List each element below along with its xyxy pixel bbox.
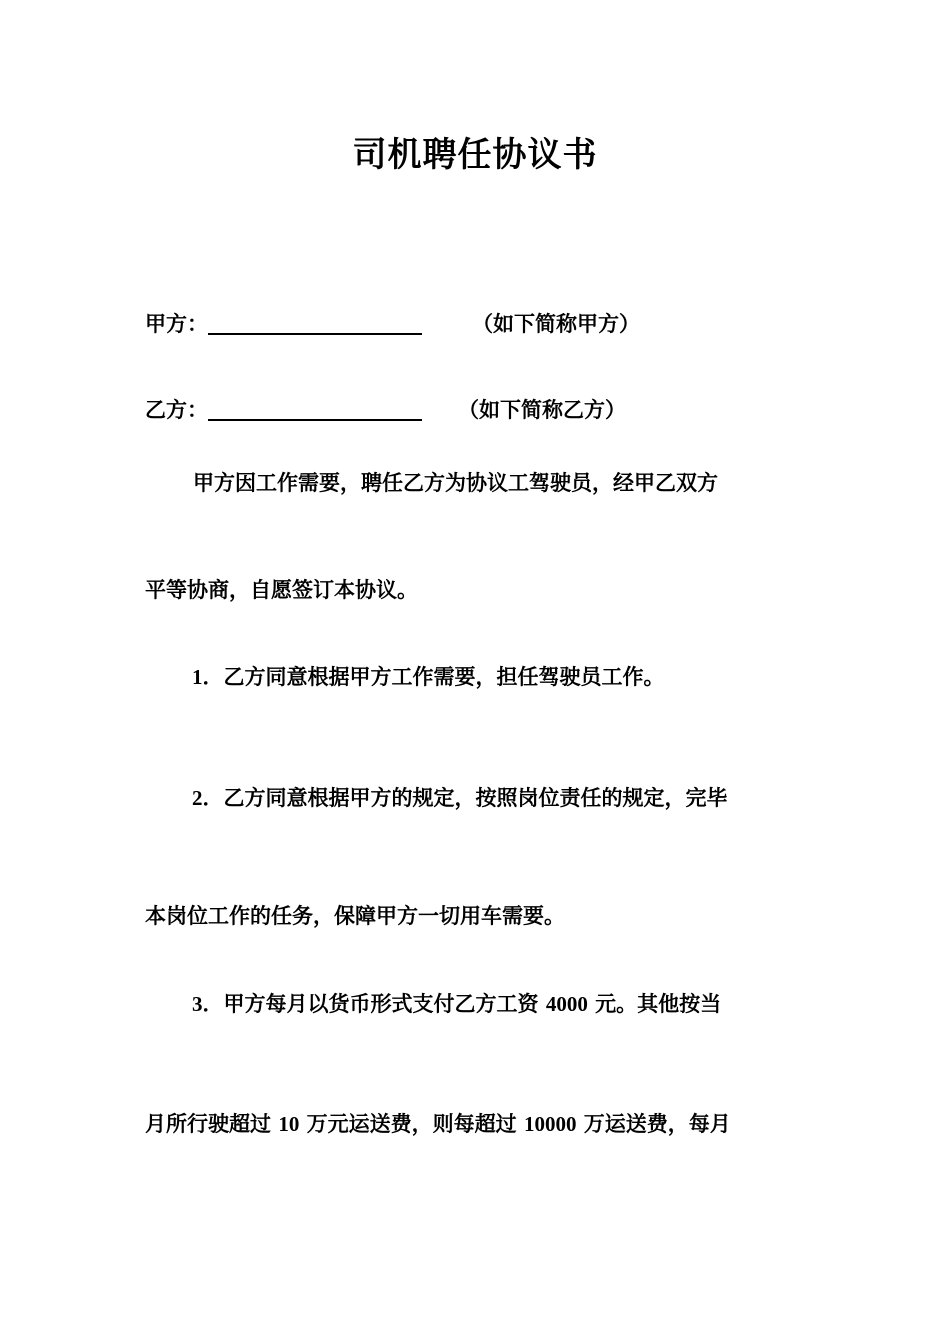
clause-1: [192, 663, 665, 691]
threshold-amount: 10: [278, 1112, 300, 1136]
clause-3-text-1a: ．甲方每月以货币形式支付乙方工资: [202, 992, 546, 1016]
party-a-blank[interactable]: [208, 311, 422, 335]
clause-1-number: 1: [192, 665, 203, 689]
intro-line-2: 平等协商，自愿签订本协议。: [145, 578, 418, 602]
salary-amount: 4000: [545, 992, 588, 1016]
party-b-label: 乙方：: [145, 398, 208, 422]
clause-3-text-1b: 元。其他按当: [587, 992, 722, 1016]
clause-2-line-1: [192, 784, 728, 812]
clause-2-number: 2: [192, 786, 203, 810]
clause-3-text-2c: 万运送费，每月: [576, 1112, 731, 1136]
clause-1-text: ．乙方同意根据甲方工作需要，担任驾驶员工作。: [202, 665, 665, 689]
clause-3-line-2: [145, 1110, 731, 1138]
party-a-note: （如下简称甲方）: [472, 312, 640, 336]
clause-3-text-2b: 万元运送费，则每超过: [299, 1112, 524, 1136]
intro-line-1: 甲方因工作需要，聘任乙方为协议工驾驶员，经甲乙双方: [193, 471, 718, 495]
clause-2-line-2: 本岗位工作的任务，保障甲方一切用车需要。: [145, 904, 565, 928]
clause-3-number: 3: [192, 992, 203, 1016]
party-b-note: （如下简称乙方）: [458, 398, 626, 422]
party-b-line: [145, 396, 422, 424]
party-b-blank[interactable]: [208, 397, 422, 421]
step-amount: 10000: [523, 1112, 577, 1136]
clause-3-line-1: [192, 990, 721, 1018]
clause-3-text-2a: 月所行驶超过: [145, 1112, 279, 1136]
party-a-line: [145, 310, 422, 338]
document-title: 司机聘任协议书: [352, 135, 598, 175]
party-a-label: 甲方：: [145, 312, 208, 336]
clause-2-text-1: ．乙方同意根据甲方的规定，按照岗位责任的规定，完毕: [202, 786, 728, 810]
